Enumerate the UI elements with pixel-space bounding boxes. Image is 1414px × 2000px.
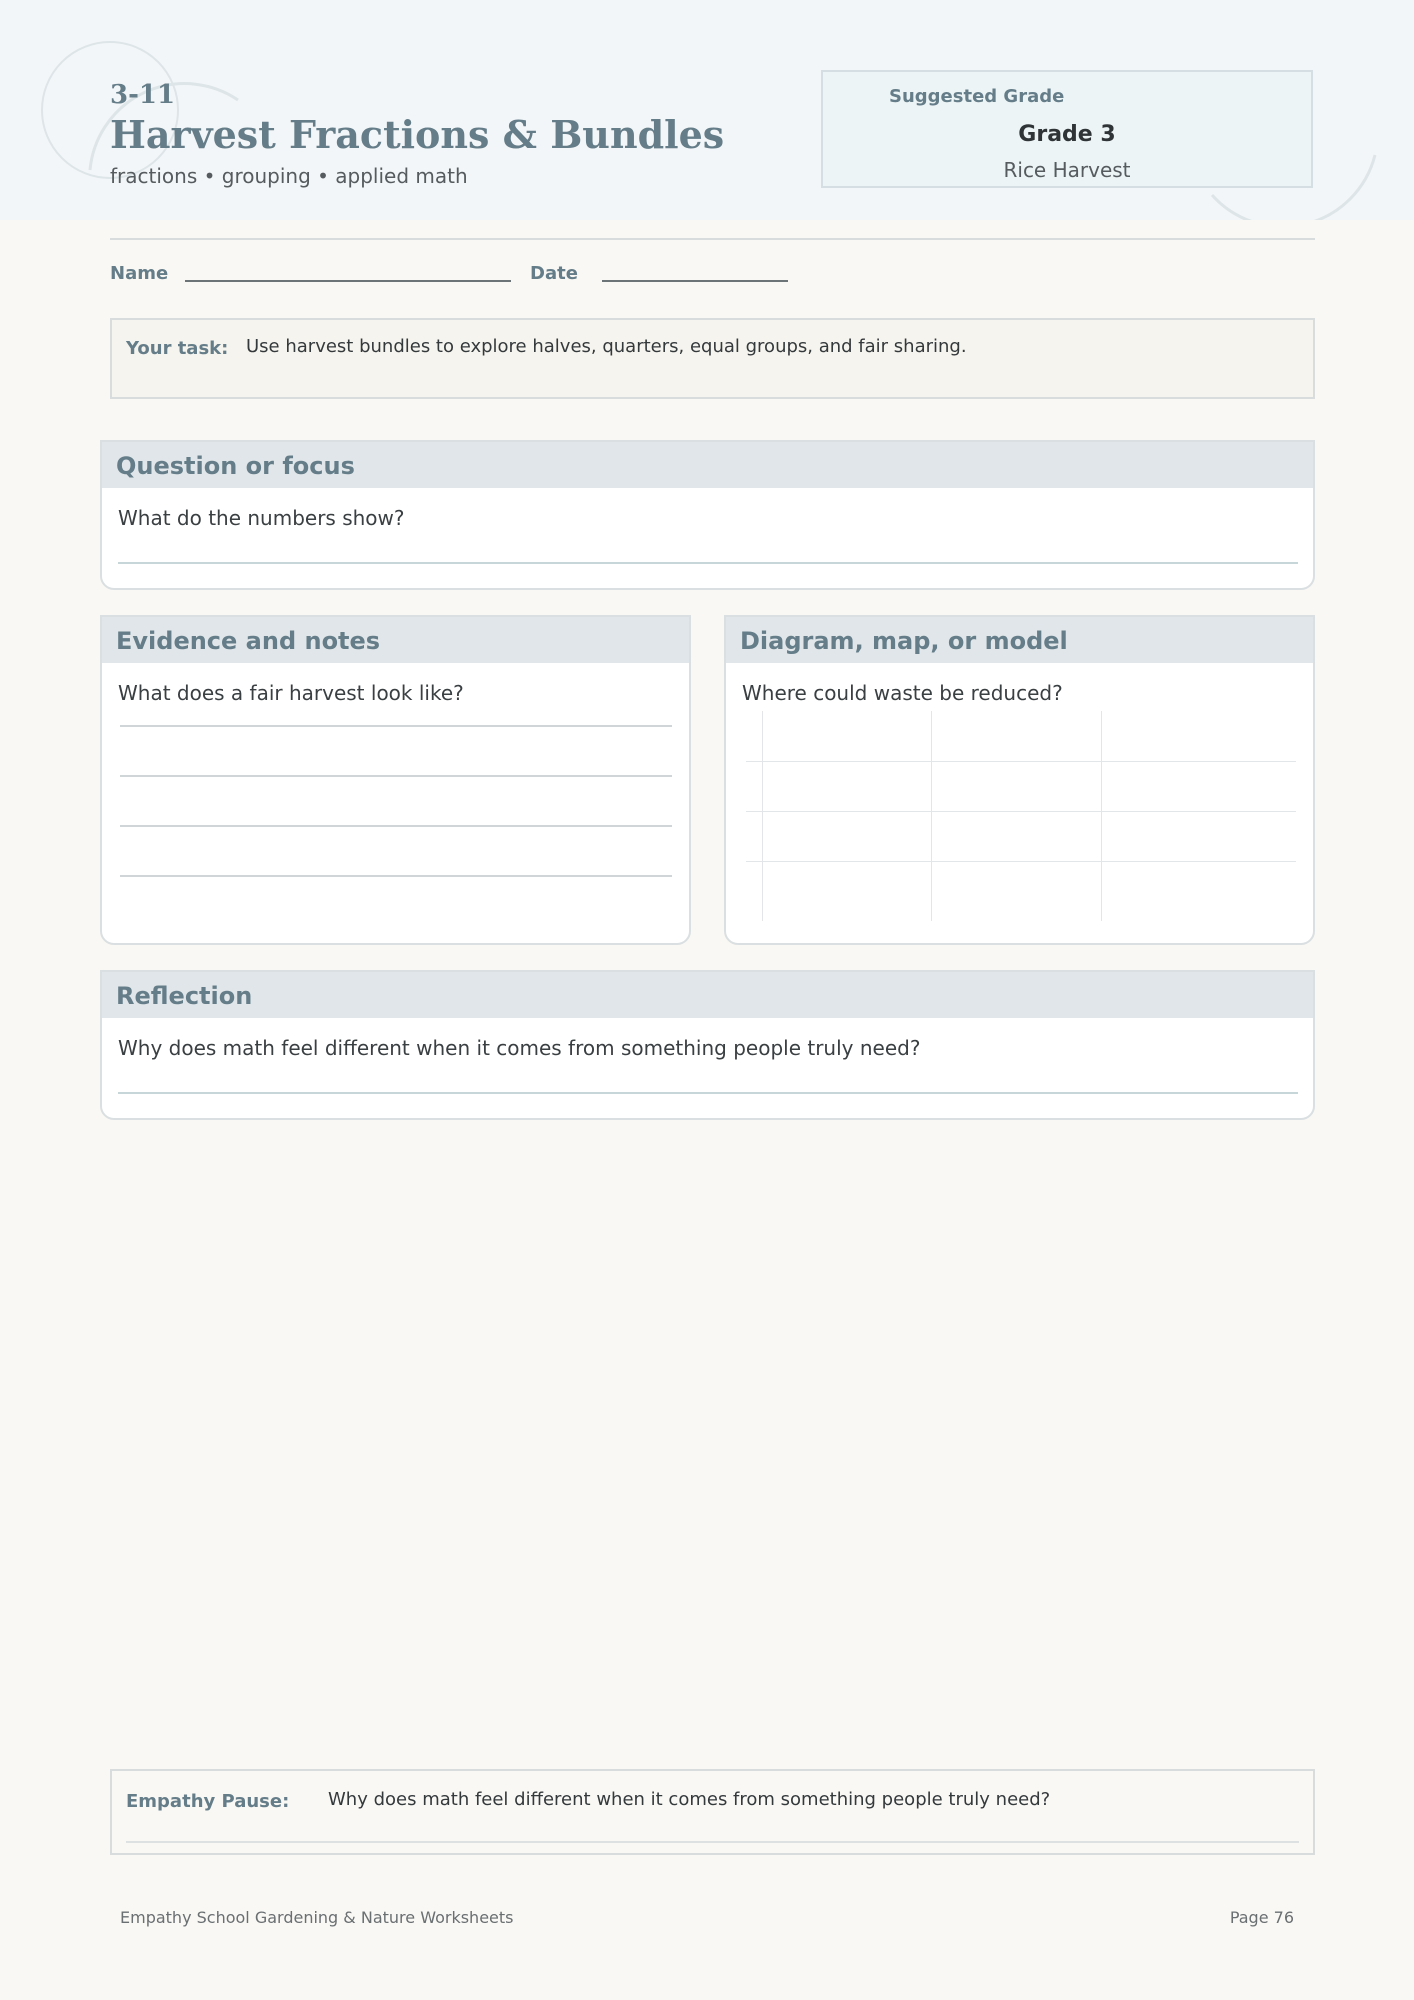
question-prompt: What do the numbers show? [118,506,405,530]
date-label: Date [530,263,578,284]
name-field[interactable] [185,280,511,282]
diagram-panel-title: Diagram, map, or model [740,627,1068,655]
evidence-panel [100,615,691,945]
evidence-panel-header [102,617,689,663]
diagram-panel-header [726,617,1313,663]
grade-theme: Rice Harvest [1003,158,1131,182]
page-subtitle: fractions • grouping • applied math [110,164,468,188]
grid-line [746,811,1296,812]
evidence-prompt: What does a fair harvest look like? [118,681,464,705]
task-text: Use harvest bundles to explore halves, quarters, equal groups, and fair sharing. [246,336,967,357]
worksheet-code: 3-11 [110,80,176,110]
reflection-panel [100,970,1315,1120]
reflection-panel-header [102,972,1313,1018]
note-line[interactable] [120,775,672,777]
note-line[interactable] [120,875,672,877]
grid-line [931,711,932,921]
empathy-answer-line[interactable] [126,1841,1299,1843]
page-title: Harvest Fractions & Bundles [110,112,725,157]
note-line[interactable] [120,825,672,827]
question-panel-title: Question or focus [116,452,355,480]
footer-series: Empathy School Gardening & Nature Worksheets [120,1908,514,1927]
diagram-panel [724,615,1315,945]
name-label: Name [110,263,169,284]
reflection-panel-title: Reflection [116,982,253,1010]
empathy-pause-box [110,1769,1315,1855]
header-band [0,0,1414,220]
grade-value: Grade 3 [1018,122,1116,147]
grade-box [821,70,1313,188]
grade-label: Suggested Grade [889,86,1065,107]
task-label: Your task: [126,338,229,359]
empathy-pause-label: Empathy Pause: [126,1791,290,1812]
grid-line [746,761,1296,762]
grid-line [1101,711,1102,921]
question-panel [100,440,1315,590]
date-field[interactable] [602,280,788,282]
note-line[interactable] [120,725,672,727]
answer-line[interactable] [118,562,1298,564]
task-box [110,318,1315,399]
header-divider [110,238,1315,240]
answer-line[interactable] [118,1092,1298,1094]
grid-line [746,861,1296,862]
evidence-panel-title: Evidence and notes [116,627,381,655]
empathy-pause-text: Why does math feel different when it comes from something people truly need? [328,1789,1051,1810]
reflection-prompt: Why does math feel different when it comes from something people truly need? [118,1036,921,1060]
grid-line [762,711,763,921]
diagram-prompt: Where could waste be reduced? [742,681,1063,705]
page-number: Page 76 [1229,1908,1294,1927]
question-panel-header [102,442,1313,488]
